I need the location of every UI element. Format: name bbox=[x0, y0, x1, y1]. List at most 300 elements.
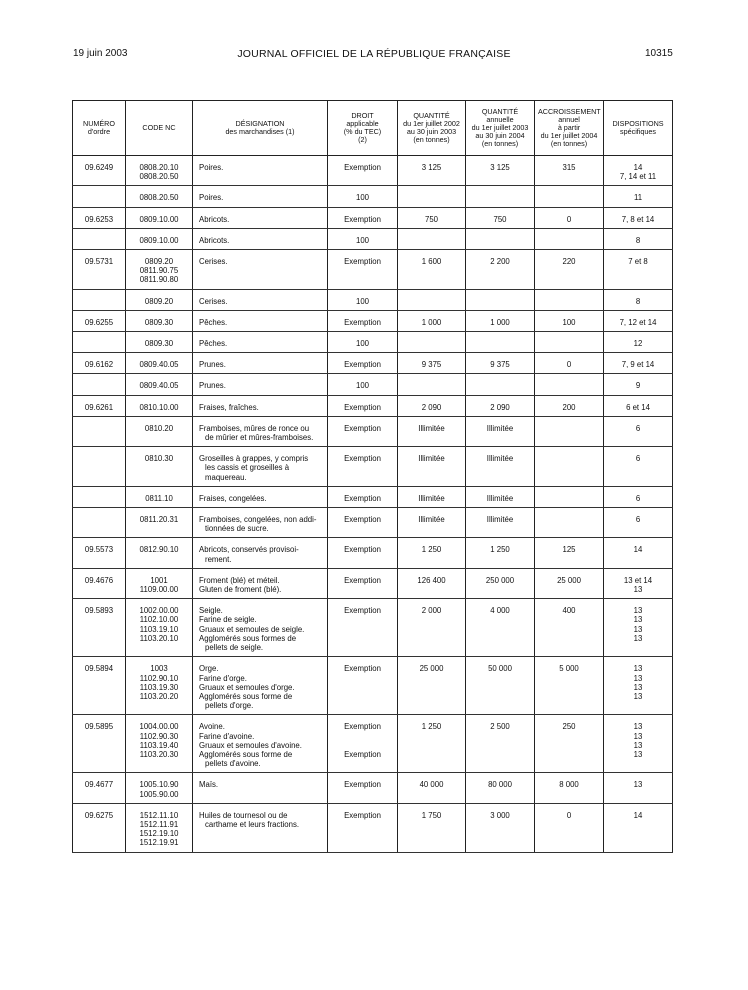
quantite-2002: 1 750 bbox=[421, 810, 442, 820]
accroissement: 8 000 bbox=[559, 780, 579, 790]
disposition-value: 9 bbox=[635, 381, 641, 391]
droit-cell bbox=[328, 538, 398, 568]
accroissement-cell bbox=[535, 773, 604, 803]
droit-cell bbox=[328, 395, 398, 416]
header-numero bbox=[73, 101, 126, 156]
droit-cell bbox=[328, 310, 398, 331]
table-row bbox=[73, 416, 673, 446]
code-nc-cell bbox=[126, 395, 193, 416]
droit-cell bbox=[328, 228, 398, 249]
code-nc: 0811.90.80 bbox=[139, 275, 179, 285]
numero-ordre-cell bbox=[73, 568, 126, 598]
droit-value: Exemption bbox=[344, 360, 381, 370]
code-nc-cell bbox=[126, 508, 193, 538]
quantite-annuelle-cell bbox=[466, 310, 535, 331]
quantite-annuelle-cell bbox=[466, 332, 535, 353]
accroissement-cell bbox=[535, 486, 604, 507]
quantite-annuelle-cell bbox=[466, 416, 535, 446]
table-row bbox=[73, 715, 673, 773]
disposition-value: 14 bbox=[633, 545, 643, 555]
code-nc: 1102.10.00 bbox=[139, 615, 179, 625]
code-nc-cell bbox=[126, 186, 193, 207]
quantite-2002-cell bbox=[398, 416, 466, 446]
numero-ordre-cell bbox=[73, 353, 126, 374]
quantite-annuelle-cell bbox=[466, 568, 535, 598]
designation-line: Framboises, congelées, non addi- bbox=[199, 515, 317, 525]
droit-cell bbox=[328, 568, 398, 598]
code-nc-cell bbox=[126, 657, 193, 715]
accroissement-cell bbox=[535, 228, 604, 249]
code-nc: 0809.40.05 bbox=[139, 360, 179, 370]
disposition-value: 6 et 14 bbox=[626, 402, 650, 412]
numero-ordre-cell bbox=[73, 207, 126, 228]
accroissement: 0 bbox=[566, 360, 572, 370]
disposition-value: 13 bbox=[633, 682, 643, 692]
designation-line: Fraises, congelées. bbox=[199, 493, 267, 503]
droit-cell bbox=[328, 186, 398, 207]
designation-line: Cerises. bbox=[199, 296, 228, 306]
header-line: DROIT bbox=[351, 111, 374, 120]
code-nc: 0812.90.10 bbox=[139, 545, 179, 555]
table-row bbox=[73, 353, 673, 374]
header-line: DÉSIGNATION bbox=[235, 119, 285, 128]
header-line: ACCROISSEMENT bbox=[538, 107, 601, 116]
numero-ordre-cell bbox=[73, 803, 126, 852]
code-nc-cell bbox=[126, 228, 193, 249]
accroissement-cell bbox=[535, 803, 604, 852]
header-line: des marchandises (1) bbox=[225, 127, 295, 136]
quantite-2002-cell bbox=[398, 599, 466, 657]
header-code-nc bbox=[126, 101, 193, 156]
designation-line: Farine d'orge. bbox=[199, 673, 247, 683]
dispositions-cell bbox=[604, 803, 673, 852]
quantite-annuelle-cell bbox=[466, 803, 535, 852]
code-nc: 1512.19.10 bbox=[139, 829, 179, 839]
accroissement-cell bbox=[535, 599, 604, 657]
dispositions-cell bbox=[604, 186, 673, 207]
designation-cell bbox=[193, 508, 328, 538]
quantite-2002-cell bbox=[398, 250, 466, 290]
droit-cell bbox=[328, 250, 398, 290]
code-nc: 1103.19.40 bbox=[139, 740, 179, 750]
code-nc: 1103.19.30 bbox=[139, 682, 179, 692]
droit-cell bbox=[328, 289, 398, 310]
quantite-2002-cell bbox=[398, 486, 466, 507]
code-nc: 0809.10.00 bbox=[139, 214, 179, 224]
code-nc: 0809.30 bbox=[144, 339, 174, 349]
designation-line: Farine de seigle. bbox=[199, 615, 257, 625]
disposition-value: 13 bbox=[633, 624, 643, 634]
quantite-2002-cell bbox=[398, 332, 466, 353]
quantite-2002-cell bbox=[398, 803, 466, 852]
quantite-annuelle-cell bbox=[466, 395, 535, 416]
quantite-annuelle-cell bbox=[466, 508, 535, 538]
code-nc: 1005.10.90 bbox=[139, 780, 179, 790]
quantite-2002-cell bbox=[398, 447, 466, 487]
droit-value: 100 bbox=[355, 296, 369, 306]
numero-ordre-cell bbox=[73, 715, 126, 773]
droit-value: Exemption bbox=[344, 664, 381, 674]
code-nc: 0808.20.10 bbox=[139, 163, 179, 172]
quantite-2002: 126 400 bbox=[417, 575, 446, 585]
designation-line: pellets de seigle. bbox=[205, 643, 264, 653]
accroissement: 25 000 bbox=[557, 575, 581, 585]
designation-cell bbox=[193, 186, 328, 207]
table-row bbox=[73, 156, 673, 186]
quantite-annuelle: 50 000 bbox=[488, 664, 512, 674]
disposition-value: 13 bbox=[633, 731, 643, 741]
designation-cell bbox=[193, 657, 328, 715]
dispositions-cell bbox=[604, 156, 673, 186]
droit-value: Exemption bbox=[344, 454, 381, 464]
header-line: (en tonnes) bbox=[481, 139, 519, 148]
disposition-value: 13 bbox=[633, 585, 643, 595]
dispositions-cell bbox=[604, 508, 673, 538]
designation-line: Agglomérés sous forme de bbox=[199, 749, 293, 759]
accroissement-cell bbox=[535, 156, 604, 186]
quantite-2002-cell bbox=[398, 374, 466, 395]
quantite-annuelle-cell bbox=[466, 374, 535, 395]
quantite-2002-cell bbox=[398, 773, 466, 803]
code-nc: 0810.20 bbox=[144, 423, 174, 433]
designation-cell bbox=[193, 374, 328, 395]
designation-cell bbox=[193, 568, 328, 598]
accroissement: 200 bbox=[562, 402, 576, 412]
disposition-value: 13 bbox=[633, 633, 643, 643]
accroissement-cell bbox=[535, 657, 604, 715]
designation-line: Fraises, fraîches. bbox=[199, 402, 259, 412]
quantite-2002-cell bbox=[398, 186, 466, 207]
quantite-annuelle: 250 000 bbox=[485, 575, 515, 585]
designation-line: Prunes. bbox=[199, 381, 226, 391]
code-nc-cell bbox=[126, 374, 193, 395]
droit-value: Exemption bbox=[344, 163, 381, 172]
quantite-annuelle: 4 000 bbox=[490, 606, 510, 616]
header-quantite-annuelle bbox=[466, 101, 535, 156]
designation-line: Pêches. bbox=[199, 339, 228, 349]
quantite-annuelle: Illimitée bbox=[486, 454, 514, 464]
numero-ordre-cell bbox=[73, 773, 126, 803]
quantite-annuelle-cell bbox=[466, 538, 535, 568]
numero-ordre-cell bbox=[73, 289, 126, 310]
dispositions-cell bbox=[604, 353, 673, 374]
table-row bbox=[73, 186, 673, 207]
quantite-2002: Illimitée bbox=[418, 515, 445, 525]
quantite-annuelle: 2 500 bbox=[490, 722, 510, 732]
header-line: (% du TEC) bbox=[343, 127, 382, 136]
droit-value: 100 bbox=[355, 235, 369, 245]
designation-cell bbox=[193, 310, 328, 331]
numero-ordre-cell bbox=[73, 508, 126, 538]
code-nc: 1512.11.91 bbox=[139, 819, 179, 829]
designation-line: Prunes. bbox=[199, 360, 226, 370]
code-nc-cell bbox=[126, 486, 193, 507]
code-nc: 1512.19.91 bbox=[139, 838, 179, 848]
code-nc: 1109.00.00 bbox=[139, 585, 179, 595]
dispositions-cell bbox=[604, 416, 673, 446]
numero-ordre-cell bbox=[73, 486, 126, 507]
designation-line: Maïs. bbox=[199, 780, 219, 790]
code-nc: 1103.20.20 bbox=[139, 691, 179, 701]
accroissement-cell bbox=[535, 353, 604, 374]
accroissement-cell bbox=[535, 416, 604, 446]
designation-line: carthame et leurs fractions. bbox=[205, 819, 300, 829]
header-designation bbox=[193, 101, 328, 156]
disposition-value: 8 bbox=[635, 235, 641, 245]
table-row bbox=[73, 228, 673, 249]
accroissement-cell bbox=[535, 207, 604, 228]
accroissement-cell bbox=[535, 715, 604, 773]
designation-cell bbox=[193, 599, 328, 657]
quantite-annuelle-cell bbox=[466, 486, 535, 507]
quantite-2002-cell bbox=[398, 568, 466, 598]
code-nc-cell bbox=[126, 599, 193, 657]
disposition-value: 14 bbox=[633, 163, 643, 172]
disposition-value: 6 bbox=[635, 454, 641, 464]
quantite-annuelle-cell bbox=[466, 715, 535, 773]
quantite-annuelle: 2 200 bbox=[490, 257, 510, 267]
code-nc: 1512.11.10 bbox=[139, 810, 179, 820]
code-nc-cell bbox=[126, 156, 193, 186]
code-nc-cell bbox=[126, 568, 193, 598]
droit-cell bbox=[328, 156, 398, 186]
dispositions-cell bbox=[604, 228, 673, 249]
quantite-2002: 1 250 bbox=[421, 722, 442, 732]
droit-cell bbox=[328, 353, 398, 374]
quantite-annuelle: 3 000 bbox=[490, 810, 510, 820]
quantite-2002-cell bbox=[398, 228, 466, 249]
quantite-annuelle-cell bbox=[466, 156, 535, 186]
header-line: QUANTITÉ bbox=[413, 111, 450, 120]
table-row bbox=[73, 508, 673, 538]
header-line: d'ordre bbox=[87, 127, 111, 136]
disposition-value: 13 bbox=[633, 722, 643, 732]
code-nc: 1103.20.30 bbox=[139, 749, 179, 759]
droit-value: Exemption bbox=[344, 402, 381, 412]
numero-ordre-cell bbox=[73, 332, 126, 353]
designation-line: Gruaux et semoules d'avoine. bbox=[199, 740, 302, 750]
journal-title: JOURNAL OFFICIEL DE LA RÉPUBLIQUE FRANÇAISE bbox=[237, 48, 511, 60]
quantite-annuelle-cell bbox=[466, 250, 535, 290]
code-nc: 1003 bbox=[150, 664, 168, 674]
table-row bbox=[73, 310, 673, 331]
dispositions-cell bbox=[604, 568, 673, 598]
quantite-2002: 9 375 bbox=[421, 360, 442, 370]
designation-line: Abricots, conservés provisoi- bbox=[199, 545, 299, 555]
disposition-value: 14 bbox=[633, 810, 643, 820]
quantite-annuelle: 750 bbox=[493, 214, 507, 224]
designation-line: Farine d'avoine. bbox=[199, 731, 255, 741]
disposition-value: 13 bbox=[633, 740, 643, 750]
accroissement: 0 bbox=[566, 810, 572, 820]
code-nc-cell bbox=[126, 289, 193, 310]
disposition-value: 7 et 8 bbox=[628, 257, 648, 267]
accroissement-cell bbox=[535, 568, 604, 598]
page-header bbox=[0, 48, 748, 64]
quantite-2002-cell bbox=[398, 538, 466, 568]
header-line: du 1er juillet 2003 bbox=[471, 123, 529, 132]
code-nc: 1005.90.00 bbox=[139, 789, 179, 799]
dispositions-cell bbox=[604, 289, 673, 310]
disposition-value: 13 et 14 bbox=[623, 575, 653, 585]
dispositions-cell bbox=[604, 310, 673, 331]
designation-line: tionnées de sucre. bbox=[205, 524, 269, 534]
designation-line: rement. bbox=[205, 554, 232, 564]
accroissement: 250 bbox=[562, 722, 576, 732]
numero-ordre: 09.6253 bbox=[84, 214, 114, 224]
dispositions-cell bbox=[604, 715, 673, 773]
designation-cell bbox=[193, 156, 328, 186]
quantite-annuelle-cell bbox=[466, 207, 535, 228]
page-date: 19 juin 2003 bbox=[73, 48, 128, 59]
designation-cell bbox=[193, 773, 328, 803]
disposition-value: 7, 14 et 11 bbox=[619, 172, 657, 182]
code-nc: 0809.30 bbox=[144, 317, 174, 327]
quantite-annuelle-cell bbox=[466, 599, 535, 657]
numero-ordre: 09.4677 bbox=[84, 780, 114, 790]
code-nc: 1004.00.00 bbox=[139, 722, 179, 732]
droit-cell bbox=[328, 508, 398, 538]
accroissement-cell bbox=[535, 250, 604, 290]
quantite-2002-cell bbox=[398, 353, 466, 374]
numero-ordre-cell bbox=[73, 395, 126, 416]
designation-line: Poires. bbox=[199, 193, 224, 203]
header-line: à partir bbox=[557, 123, 581, 132]
quantite-annuelle-cell bbox=[466, 657, 535, 715]
code-nc: 0809.10.00 bbox=[139, 235, 179, 245]
accroissement: 5 000 bbox=[559, 664, 579, 674]
disposition-value: 6 bbox=[635, 423, 641, 433]
droit-value bbox=[331, 741, 394, 750]
quantite-annuelle: 80 000 bbox=[488, 780, 512, 790]
numero-ordre: 09.6162 bbox=[84, 360, 114, 370]
table-row bbox=[73, 395, 673, 416]
designation-line: Cerises. bbox=[199, 257, 228, 267]
designation-line: Framboises, mûres de ronce ou bbox=[199, 423, 310, 433]
table-row bbox=[73, 657, 673, 715]
quantite-annuelle: Illimitée bbox=[486, 493, 514, 503]
accroissement-cell bbox=[535, 447, 604, 487]
table-row bbox=[73, 289, 673, 310]
header-line: annuel bbox=[558, 115, 580, 124]
accroissement-cell bbox=[535, 538, 604, 568]
table-row bbox=[73, 374, 673, 395]
quantite-2002-cell bbox=[398, 289, 466, 310]
quantite-annuelle-cell bbox=[466, 447, 535, 487]
header-line: DISPOSITIONS bbox=[612, 119, 664, 128]
code-nc: 0810.10.00 bbox=[139, 402, 179, 412]
disposition-value: 7, 9 et 14 bbox=[621, 360, 655, 370]
accroissement: 315 bbox=[562, 163, 576, 172]
designation-cell bbox=[193, 228, 328, 249]
numero-ordre: 09.5573 bbox=[84, 545, 114, 555]
disposition-value: 13 bbox=[633, 691, 643, 701]
disposition-value: 8 bbox=[635, 296, 641, 306]
droit-value: Exemption bbox=[344, 317, 381, 327]
accroissement-cell bbox=[535, 508, 604, 538]
designation-line: Agglomérés sous forme de bbox=[199, 691, 293, 701]
droit-value: Exemption bbox=[344, 780, 381, 790]
code-nc-cell bbox=[126, 353, 193, 374]
droit-value: Exemption bbox=[344, 575, 381, 585]
designation-line: Poires. bbox=[199, 163, 224, 172]
code-nc: 1102.90.10 bbox=[139, 673, 179, 683]
designation-line: Seigle. bbox=[199, 606, 223, 616]
quantite-annuelle: 2 090 bbox=[490, 402, 510, 412]
dispositions-cell bbox=[604, 250, 673, 290]
droit-cell bbox=[328, 599, 398, 657]
code-nc-cell bbox=[126, 447, 193, 487]
disposition-value: 13 bbox=[633, 606, 643, 616]
header-line: annuelle bbox=[486, 115, 514, 124]
numero-ordre: 09.6261 bbox=[84, 402, 114, 412]
code-nc: 0809.20 bbox=[144, 257, 174, 267]
code-nc: 0811.10 bbox=[145, 493, 173, 503]
quantite-2002-cell bbox=[398, 395, 466, 416]
code-nc-cell bbox=[126, 715, 193, 773]
designation-cell bbox=[193, 715, 328, 773]
code-nc-cell bbox=[126, 207, 193, 228]
designation-cell bbox=[193, 395, 328, 416]
droit-value: Exemption bbox=[344, 545, 381, 555]
droit-value: 100 bbox=[355, 381, 369, 391]
numero-ordre-cell bbox=[73, 447, 126, 487]
quantite-annuelle: Illimitée bbox=[486, 423, 514, 433]
quantite-annuelle-cell bbox=[466, 773, 535, 803]
quantite-2002: 2 090 bbox=[421, 402, 442, 412]
designation-cell bbox=[193, 207, 328, 228]
code-nc-cell bbox=[126, 803, 193, 852]
designation-cell bbox=[193, 486, 328, 507]
accroissement: 100 bbox=[562, 317, 576, 327]
quantite-annuelle-cell bbox=[466, 228, 535, 249]
tariff-quota-table bbox=[72, 100, 673, 853]
droit-value: Exemption bbox=[344, 257, 381, 267]
quantite-2002: 1 250 bbox=[421, 545, 442, 555]
table-row bbox=[73, 599, 673, 657]
numero-ordre-cell bbox=[73, 250, 126, 290]
dispositions-cell bbox=[604, 207, 673, 228]
droit-value: 100 bbox=[355, 193, 369, 203]
designation-cell bbox=[193, 289, 328, 310]
numero-ordre-cell bbox=[73, 374, 126, 395]
dispositions-cell bbox=[604, 599, 673, 657]
disposition-value: 6 bbox=[635, 515, 641, 525]
table-row bbox=[73, 538, 673, 568]
disposition-value: 13 bbox=[633, 664, 643, 674]
numero-ordre: 09.6275 bbox=[84, 810, 114, 820]
header-line: au 30 juin 2003 bbox=[406, 127, 457, 136]
designation-line: de mûrier et mûres-framboises. bbox=[205, 433, 314, 443]
quantite-annuelle: 9 375 bbox=[490, 360, 510, 370]
table-header bbox=[73, 101, 673, 156]
droit-value: Exemption bbox=[344, 515, 381, 525]
header-line: au 30 juin 2004 bbox=[475, 131, 525, 140]
designation-cell bbox=[193, 416, 328, 446]
accroissement-cell bbox=[535, 289, 604, 310]
designation-cell bbox=[193, 803, 328, 852]
code-nc: 0811.90.75 bbox=[139, 266, 179, 276]
code-nc: 0808.20.50 bbox=[139, 193, 179, 203]
designation-cell bbox=[193, 353, 328, 374]
dispositions-cell bbox=[604, 486, 673, 507]
table-row bbox=[73, 486, 673, 507]
droit-cell bbox=[328, 332, 398, 353]
dispositions-cell bbox=[604, 395, 673, 416]
quantite-annuelle-cell bbox=[466, 353, 535, 374]
table-row bbox=[73, 568, 673, 598]
quantite-2002: 1 000 bbox=[421, 317, 442, 327]
